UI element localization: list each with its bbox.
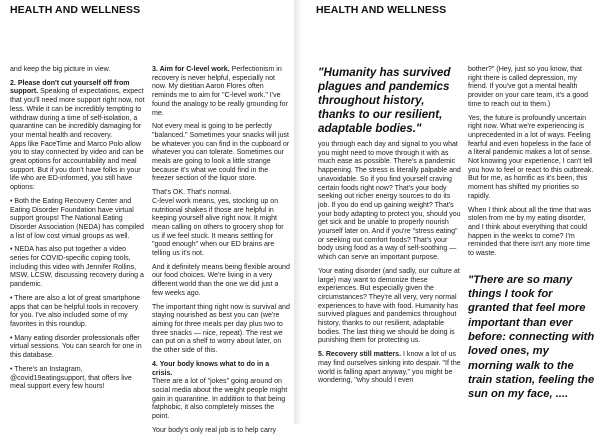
pull-quote: "There are so many things I took for granted that feel more important than ever before: connecting with loved ones, my morning walk to the train station, feeling the sun on my face, .... <box>468 273 595 401</box>
paragraph: Your body's only real job is to help carry <box>152 426 277 434</box>
paragraph: Yes, the future is profoundly uncertain right now. What we're experiencing is unprecedented in a lot of ways. Feeling fearful and even hopeless in the face of a literal pandemic makes a lot of sense. Not knowing your experience, I can't tell you how to feel or react to this outbreak. But for me, as horrific as it's been, this moment has shifted my priorities so rapidly. <box>468 114 594 200</box>
paragraph: I know a lot of us may find ourselves sinking into despair. "If the world is falling apart anyway," you might be wondering, "why should I even <box>318 351 461 385</box>
page-header: HEALTH AND WELLNESS <box>316 4 447 16</box>
paragraph: When I think about all the time that was stolen from me by my eating disorder, and I think about everything that could happen in the weeks to come? I'm reminded that there isn't any more time to waste. <box>468 206 591 258</box>
section-heading: 5. Recovery still matters. <box>318 351 402 359</box>
paragraph: you through each day and signal to you what you might need to move through it with as much ease as possible. There's a pandemic happening. The stress is literally palpable and unavoidable. So if you find yourself craving certain foods right now? That's your body seeking out richer energy sources to do its job. If you do end up gaining weight? That's your body adapting to protect you, should you get sick and be unable to properly nourish yourself later on. And if you're "stress eating" or seeking out comfort foods? That's your body using food as a way of self-soothing — which can serve an important purpose. <box>318 141 461 262</box>
left-column-2 <box>152 66 290 434</box>
list-item: • Both the Eating Recovery Center and Eating Disorder Foundation have virtual support groups! The National Eating Disorder Association (NEDA) has compiled a list of low cost virtual groups as well. <box>10 197 144 240</box>
paragraph: That's OK. That's normal. C-level work means, yes, stocking up on nutritional shakes if those are helpful in keeping yourself alive right now. It might mean calling on others to grocery shop for us if we feel stuck. It means settling for "good enough" when our ED brains are telling us it's not. <box>152 189 284 258</box>
right-column-2 <box>468 66 596 422</box>
left-page <box>0 0 294 434</box>
paragraph: There are a lot of "jokes" going around on social media about the weight people might gain in quarantine. In addition to that being fatphobic, it also completely misses the point. <box>152 378 288 421</box>
list-item: • There are also a lot of great smartphone apps that can be helpful tools in recovery for you. I've also included some of my favorites in this roundup. <box>10 294 141 328</box>
paragraph-with-heading <box>10 80 145 193</box>
right-column-1 <box>318 66 461 422</box>
paragraph: Perfectionism in recovery is never helpful, especially not now. My dietitian Aaron Flores often reminds me to aim for "C-level work." I've found the analogy to be really grounding for me. <box>152 66 288 117</box>
list-item: • Many eating disorder professionals offer virtual sessions. You can search for one in this database. <box>10 334 142 360</box>
paragraph: and keep the big picture in view. <box>10 66 111 73</box>
paragraph: Speaking of expectations, expect that you'll need more support right now, not less. While it can be incredibly tempting to withdraw during a time of self-isolation, a quarantine can be incredibly damaging for your mental health and recovery. Apps like FaceTime and Marco Polo allow you to stay connected by video and can be great options for accountability and meal support. But if you don't have folks in your life who are ED-informed, you still have options: <box>10 88 145 192</box>
paragraph-with-heading <box>318 351 461 386</box>
list-item: • NEDA has also put together a video series for COVID-specific coping tools, including this video with Jennifer Rollins, MSW, LCSW, discussing recovery during a pandemic. <box>10 246 144 289</box>
pull-quote: "Humanity has survived plagues and pandemics throughout history, thanks to our resilient, adaptable bodies." <box>318 66 451 135</box>
section-heading: 2. Please don't cut yourself off from support. <box>10 79 130 96</box>
paragraph: The important thing right now is survival and staying nourished as best you can (we're aiming for three meals per day plus two to three snacks — nice, repeat). The rest we can put on a shelf to worry about later, on the other side of this. <box>152 303 290 355</box>
left-column-1 <box>10 66 145 422</box>
paragraph: Not every meal is going to be perfectly "balanced." Sometimes your snacks will just be whatever you can find in the cupboard or whatever you can tolerate. Sometimes our meals are going to look a little strange because it's what we could find in the freezer section of the liquor store. <box>152 123 290 183</box>
list-item: • There's an Instagram, @covid19eatingsupport, that offers live meal support every few hours! <box>10 365 132 391</box>
section-heading: 3. Aim for C-level work. <box>152 66 230 73</box>
section-heading: 4. Your body knows what to do in a crisis. <box>152 360 270 377</box>
right-page <box>302 0 600 424</box>
paragraph: Your eating disorder (and sadly, our culture at large) may want to demonize these experiences. But especially given the circumstances? They're all very, very normal experiences to have with food. Humanity has survived plagues and pandemics throughout history, thanks to our resilient, adaptable bodies. The last thing we should be doing is punishing them for protecting us. <box>318 267 460 345</box>
paragraph: bother?" (Hey, just so you know, that right there is called depression, my friend. If you've got a mental health provider on your care team, it's a good time to reach out to them.) <box>468 66 589 108</box>
paragraph-with-heading <box>152 66 290 118</box>
page-gutter <box>294 0 302 424</box>
paragraph: And it definitely means being flexible around our food choices. We're living in a very different world than the one we did just a few weeks ago. <box>152 263 290 297</box>
page-header: HEALTH AND WELLNESS <box>10 4 141 16</box>
